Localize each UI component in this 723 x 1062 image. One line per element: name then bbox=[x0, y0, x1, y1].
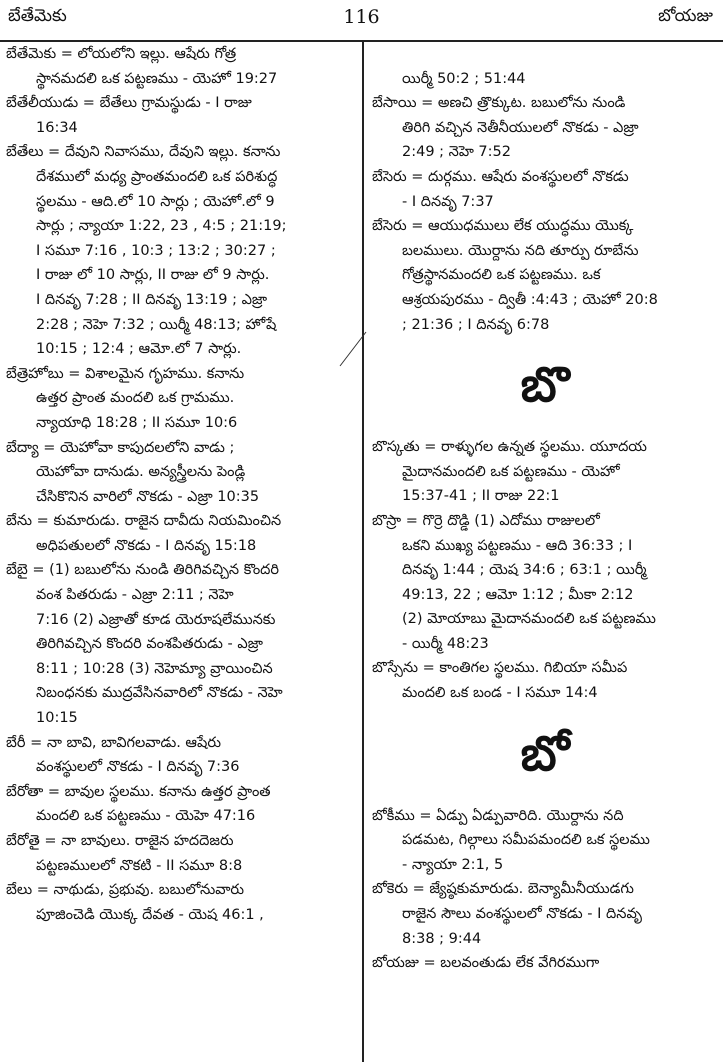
entry-continuation-line: ఉత్తర ప్రాంత మందలి ఒక గ్రామము. bbox=[36, 390, 235, 407]
entry-continuation-line: సార్లు ; న్యాయా 1:22, 23 , 4:5 ; 21:19; bbox=[36, 218, 287, 235]
dictionary-entry bbox=[372, 91, 718, 165]
entry-continuation-line: - యిర్మీ 48:23 bbox=[402, 635, 489, 652]
right-column bbox=[372, 42, 718, 976]
dictionary-entry bbox=[6, 829, 354, 878]
entry-headline: బొస్రా = గొర్రె దొడ్డి (1) ఎదోము రాజులలో bbox=[372, 512, 600, 529]
entry-headline: బేసెరు = దుర్గము. ఆషేరు వంశస్థులలో నొకడు bbox=[372, 168, 629, 185]
entry-continuation-line: చేసికొనిన వారిలో నొకడు - ఎజ్రా 10:35 bbox=[36, 488, 260, 505]
entry-continuation-line: పడమట, గిల్గాలు సమీపమందలి ఒక స్థలము bbox=[402, 832, 650, 849]
dictionary-entry bbox=[372, 214, 718, 337]
entry-continuation-line: - I దినవృ 7:37 bbox=[402, 193, 494, 210]
dictionary-entry bbox=[6, 731, 354, 780]
entry-continuation-line: - న్యాయా 2:1, 5 bbox=[402, 856, 504, 873]
entry-headline: బేసాయి = అణచి త్రొక్కుట. బబులోను నుండి bbox=[372, 95, 626, 112]
entry-headline: బేను = కుమారుడు. రాజైన దావీదు నియమించిన bbox=[6, 513, 282, 530]
entry-headline: బొస్సేను = కాంతిగల స్థలము. గిబియా సమీప bbox=[372, 660, 628, 677]
entry-headline: బేసెరు = ఆయుధములు లేక యుద్ధము యొక్క bbox=[372, 218, 634, 235]
entry-continuation-line: పట్టణములలో నొకటి - II సమూ 8:8 bbox=[36, 857, 243, 874]
entry-headline: బొస్కతు = రాళ్ళుగల ఉన్నత స్థలము. యూదయ bbox=[372, 439, 647, 456]
entry-continuation-line: స్థానమదలి ఒక పట్టణము - యెహో 19:27 bbox=[36, 70, 278, 87]
entry-continuation-line: నిబంధనకు ముద్రవేసినవారిలో నొకడు - నెహె bbox=[36, 685, 283, 702]
entry-continuation-line: మందలి ఒక పట్టణము - యెహె 47:16 bbox=[36, 808, 256, 825]
entry-continuation-line: ; 21:36 ; I దినవృ 6:78 bbox=[402, 316, 550, 333]
entry-continuation-line: గోత్రస్థానమందలి ఒక పట్టణము. ఒక bbox=[402, 267, 601, 284]
entry-headline: బేరీ = నా బావి, బావిగలవాడు. ఆషేరు bbox=[6, 734, 221, 751]
entry-continuation-line: 8:11 ; 10:28 (3) నెహెమ్యా వ్రాయించిన bbox=[36, 660, 273, 677]
entry-continuation-line: (2) మోయాబు మైదానమందలి ఒక పట్టణము bbox=[402, 611, 656, 628]
entry-continuation-line: 2:49 ; నెహె 7:52 bbox=[402, 144, 511, 161]
running-head-left: బేతేమెకు bbox=[8, 6, 67, 26]
section-letter-bo-short: బొ bbox=[520, 357, 570, 414]
entry-continuation-line: I రాజు లో 10 సార్లు, II రాజు లో 9 సార్లు. bbox=[36, 267, 270, 284]
dictionary-entry bbox=[6, 509, 354, 558]
entry-continuation-line: దేశములో మధ్య ప్రాంతమందలి ఒక పరిశుద్ధ bbox=[36, 168, 278, 185]
page-number: 116 bbox=[343, 6, 380, 28]
entry-continuation-line: రాజైన సౌలు వంశస్థులలో నొకడు - I దినవృ bbox=[402, 906, 642, 923]
dictionary-entry bbox=[372, 877, 718, 951]
entry-continuation-line: 16:34 bbox=[36, 119, 78, 136]
entry-continuation-line: 2:28 ; నెహె 7:32 ; యిర్మీ 48:13; హోషే bbox=[36, 316, 277, 333]
dictionary-entry bbox=[372, 165, 718, 214]
dictionary-entry bbox=[6, 558, 354, 730]
entry-headline: బోకెరు = జ్యేష్ఠకుమారుడు. బెన్యామీనీయుడగు bbox=[372, 881, 634, 898]
entry-headline: బోయజు = బలవంతుడు లేక వేగిరముగా bbox=[372, 955, 600, 972]
entry-continuation-line: యిర్మీ 50:2 ; 51:44 bbox=[402, 70, 526, 87]
running-head-right: బోయజు bbox=[658, 6, 713, 26]
entry-continuation-line: మైదానమందలి ఒక పట్టణము - యెహో bbox=[402, 463, 620, 480]
entry-continuation-line: స్థలము - ఆది.లో 10 సార్లు ; యెహో.లో 9 bbox=[36, 193, 275, 210]
entry-continuation-line: తిరిగివచ్చిన కొందరి వంశపితరుడు - ఎజ్రా bbox=[36, 636, 263, 653]
dictionary-entry bbox=[372, 42, 718, 91]
section-letter-bo-long: బో bbox=[520, 725, 570, 782]
entry-continuation-line: 10:15 ; 12:4 ; ఆమో.లో 7 సార్లు. bbox=[36, 341, 242, 358]
page-header bbox=[0, 0, 723, 42]
entry-headline bbox=[372, 42, 718, 67]
entry-continuation-line: తిరిగి వచ్చిన నెతీనీయులలో నొకడు - ఎజ్రా bbox=[402, 119, 639, 136]
entry-continuation-line: 15:37-41 ; II రాజు 22:1 bbox=[402, 488, 560, 505]
dictionary-entry bbox=[6, 436, 354, 510]
dictionary-entry bbox=[372, 435, 718, 509]
left-column bbox=[6, 42, 354, 927]
dictionary-entry bbox=[372, 951, 718, 976]
entry-continuation-line: అధిపతులలో నొకడు - I దినవృ 15:18 bbox=[36, 537, 257, 554]
entry-headline: బేరోతా = బావుల స్థలము. కనాను ఉత్తర ప్రాంత bbox=[6, 783, 271, 800]
entry-headline: బేద్యా = యెహోవా కాపుదలలోని వాడు ; bbox=[6, 439, 235, 456]
dictionary-entry bbox=[372, 656, 718, 705]
entry-continuation-line: యెహోవా దానుడు. అన్యస్త్రీలను పెండ్లి bbox=[36, 464, 246, 481]
entry-continuation-line: న్యాయాధి 18:28 ; II సమూ 10:6 bbox=[36, 414, 238, 431]
entry-continuation-line: 7:16 (2) ఎజ్రాతో కూడ యెరూషలేమునకు bbox=[36, 611, 276, 628]
entry-continuation-line: I సమూ 7:16 , 10:3 ; 13:2 ; 30:27 ; bbox=[36, 242, 276, 259]
margin-pointer-line bbox=[338, 330, 368, 370]
entry-continuation-line: దినవృ 1:44 ; యెష 34:6 ; 63:1 ; యిర్మీ bbox=[402, 562, 647, 579]
entry-continuation-line: I దినవృ 7:28 ; II దినవృ 13:19 ; ఎజ్రా bbox=[36, 291, 268, 308]
entry-headline: బేరోతై = నా బావులు. రాజైన హదదెజరు bbox=[6, 833, 234, 849]
entry-headline: బేలు = నాథుడు, ప్రభువు. బబులోనువారు bbox=[6, 882, 245, 899]
dictionary-entry bbox=[372, 509, 718, 657]
entry-headline: బేతేలీయుడు = బేతేలు గ్రామస్థుడు - I రాజు bbox=[6, 95, 252, 112]
entry-continuation-line: పూజించెడి యొక్క దేవత - యెష 46:1 , bbox=[36, 906, 264, 923]
entry-headline: బోకీము = ఏడ్పు ఏడ్పువారిది. యొర్దాను నది bbox=[372, 807, 624, 824]
dictionary-entry bbox=[6, 780, 354, 829]
entry-continuation-line: 8:38 ; 9:44 bbox=[402, 930, 482, 947]
column-divider bbox=[362, 40, 364, 1062]
entry-continuation-line: వంశస్థులలో నొకడు - I దినవృ 7:36 bbox=[36, 759, 240, 776]
entry-continuation-line: మందలి ఒక బండ - I సమూ 14:4 bbox=[402, 685, 598, 702]
entry-continuation-line: ఒకని ముఖ్య పట్టణము - ఆది 36:33 ; I bbox=[402, 537, 633, 554]
entry-continuation-line: 49:13, 22 ; ఆమో 1:12 ; మీకా 2:12 bbox=[402, 586, 634, 603]
dictionary-entry bbox=[6, 140, 354, 361]
entry-headline: బేతేమెకు = లోయలోని ఇల్లు. ఆషేరు గోత్ర bbox=[6, 46, 237, 62]
dictionary-entry bbox=[6, 42, 354, 91]
entry-continuation-line: 10:15 bbox=[36, 710, 78, 727]
entry-continuation-line: బలములు. యొర్దాను నది తూర్పు రూబేను bbox=[402, 242, 639, 259]
entry-headline: బేత్రెహోబు = విశాలమైన గృహము. కనాను bbox=[6, 365, 245, 382]
dictionary-entry bbox=[6, 878, 354, 927]
dictionary-entry bbox=[6, 91, 354, 140]
entry-continuation-line: ఆశ్రయపురము - ద్వితీ :4:43 ; యెహో 20:8 bbox=[402, 291, 658, 308]
dictionary-entry bbox=[6, 362, 354, 436]
entry-headline: బేబై = (1) బబులోను నుండి తిరిగివచ్చిన కొందరి bbox=[6, 562, 280, 579]
entry-headline: బేతేలు = దేవుని నివాసము, దేవుని ఇల్లు. కనాను bbox=[6, 144, 281, 161]
dictionary-entry bbox=[372, 804, 718, 878]
entry-continuation-line: వంశ పితరుడు - ఎజ్రా 2:11 ; నెహె bbox=[36, 587, 234, 604]
